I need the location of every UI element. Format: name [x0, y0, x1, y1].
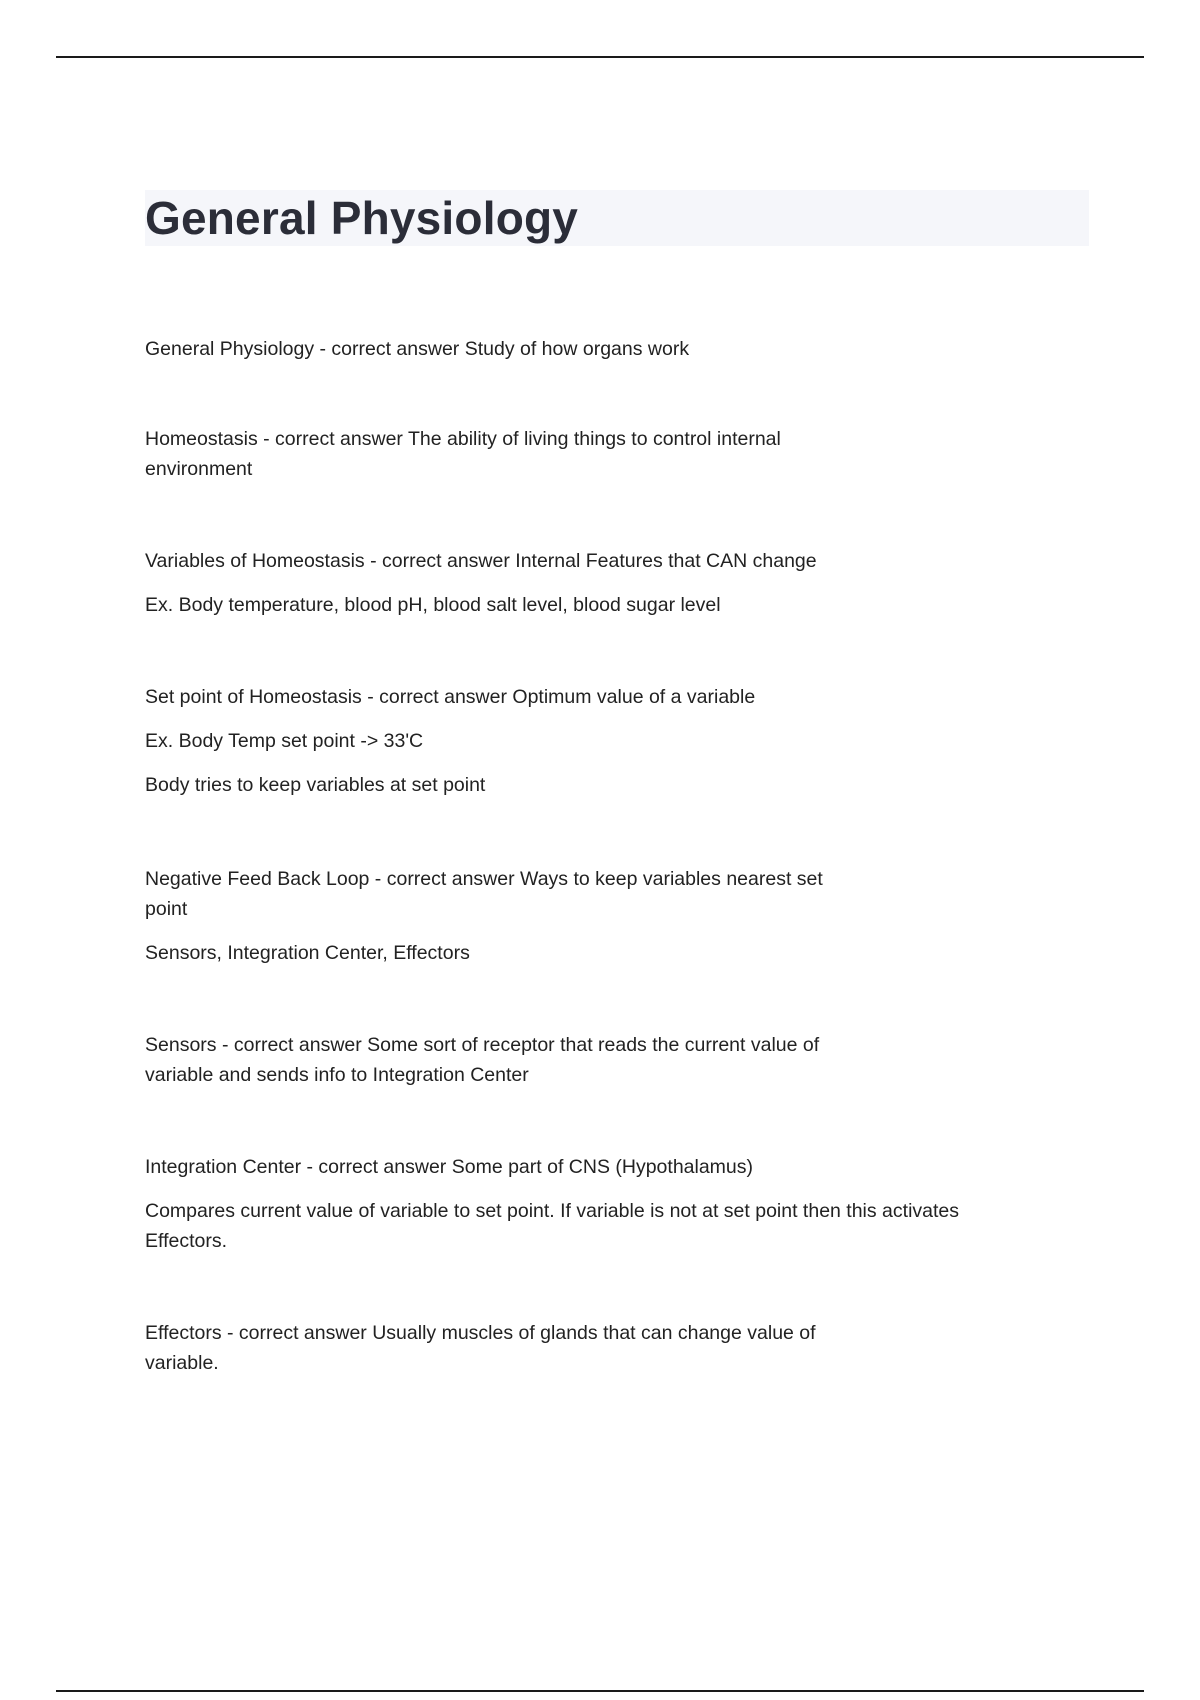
card-row — [145, 864, 1085, 894]
card-row — [145, 424, 1085, 454]
card-definition: Internal Features that CAN change — [515, 550, 817, 572]
page-title: General Physiology — [145, 192, 579, 244]
card-definition: Some sort of receptor that reads the current value of — [367, 1034, 820, 1056]
card-term: Sensors - correct answer — [145, 1034, 362, 1056]
card-note: Body tries to keep variables at set point — [145, 774, 486, 796]
card-row — [145, 1152, 1085, 1182]
card-definition-wrap: variable and sends info to Integration Center — [145, 1064, 529, 1086]
card-definition-wrap: environment — [145, 458, 253, 480]
card-definition-wrap: variable. — [145, 1352, 219, 1374]
top-rule — [56, 56, 1144, 58]
card-row — [145, 334, 1085, 364]
card-row — [145, 682, 1085, 712]
card-definition: Usually muscles of glands that can change value of — [372, 1322, 816, 1344]
card-term: Variables of Homeostasis - correct answer — [145, 550, 510, 572]
flashcard — [145, 864, 1085, 968]
card-definition: Study of how organs work — [464, 338, 690, 360]
card-note: Sensors, Integration Center, Effectors — [145, 942, 470, 964]
card-term: Effectors - correct answer — [145, 1322, 367, 1344]
flashcard — [145, 1152, 1085, 1256]
card-term: Homeostasis - correct answer — [145, 428, 403, 450]
card-term: General Physiology - correct answer — [145, 338, 460, 360]
card-definition: Some part of CNS (Hypothalamus) — [451, 1156, 754, 1178]
card-term: Set point of Homeostasis - correct answer — [145, 686, 507, 708]
flashcard — [145, 1318, 1085, 1378]
card-note: Ex. Body temperature, blood pH, blood salt level, blood sugar level — [145, 594, 721, 616]
flashcard — [145, 546, 1085, 620]
card-definition: Ways to keep variables nearest set — [520, 868, 823, 890]
card-term: Integration Center - correct answer — [145, 1156, 447, 1178]
card-definition: Optimum value of a variable — [512, 686, 756, 708]
card-row — [145, 546, 1085, 576]
bottom-rule — [56, 1690, 1144, 1692]
card-note: Compares current value of variable to set point. If variable is not at set point then this activates Effectors. — [145, 1200, 960, 1252]
flashcard — [145, 682, 1085, 800]
card-row — [145, 1318, 1085, 1348]
flashcard — [145, 1030, 1085, 1090]
card-term: Negative Feed Back Loop - correct answer — [145, 868, 515, 890]
card-definition: The ability of living things to control internal — [408, 428, 781, 450]
card-definition-wrap: point — [145, 898, 188, 920]
flashcard — [145, 334, 1085, 364]
card-row — [145, 1030, 1085, 1060]
flashcard — [145, 424, 1085, 484]
card-note: Ex. Body Temp set point -> 33'C — [145, 730, 424, 752]
